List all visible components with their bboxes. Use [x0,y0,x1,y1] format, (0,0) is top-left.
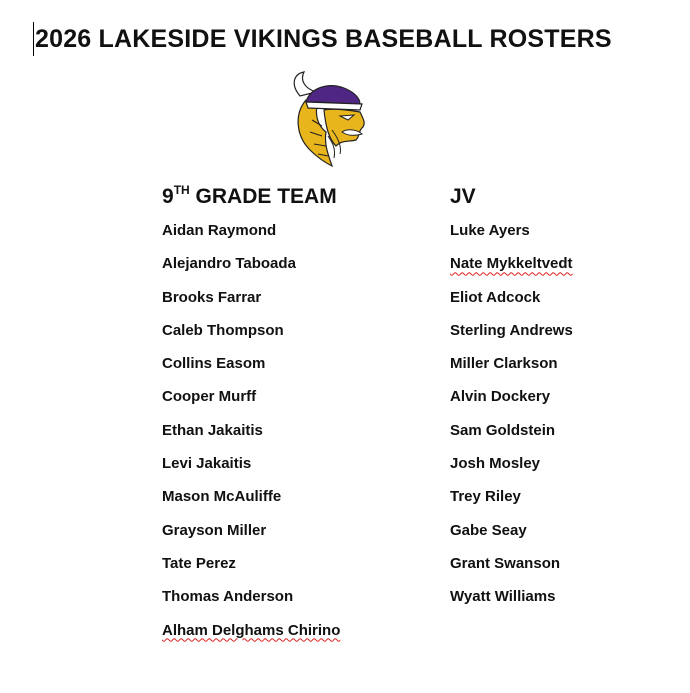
player-name: Miller Clarkson [450,355,558,373]
misspelled-player-name: Alham Delghams Chirino [162,621,341,639]
player-name: Alvin Dockery [450,388,551,406]
ninth-grade-team-column [162,180,340,653]
player-name: Caleb Thompson [162,321,284,339]
jv-team-heading: JV [450,185,476,208]
player-name: Grayson Miller [162,521,267,539]
player-name: Sterling Andrews [450,321,573,339]
player-name: Wyatt Williams [450,588,556,606]
player-name: Mason McAuliffe [162,488,282,506]
player-name: Brooks Farrar [162,288,262,306]
player-name: Alejandro Taboada [162,255,296,273]
document-title: 2026 LAKESIDE VIKINGS BASEBALL ROSTERS [35,25,612,53]
player-name [450,253,573,286]
viking-head-icon [288,70,372,168]
ninth-grade-team-heading: 9TH GRADE TEAM [162,183,337,208]
player-name: Luke Ayers [450,222,530,239]
jv-roster-list [450,220,573,620]
player-name: Tate Perez [162,554,236,572]
player-name: Levi Jakaitis [162,455,252,473]
player-name: Thomas Anderson [162,588,294,606]
player-name: Sam Goldstein [450,421,556,439]
player-name: Aidan Raymond [162,222,277,239]
player-name: Gabe Seay [450,521,527,539]
jv-team-column [450,180,573,620]
player-name: Ethan Jakaitis [162,421,263,439]
player-name [162,620,340,653]
ninth-grade-roster-list [162,220,340,653]
player-name: Cooper Murff [162,388,257,406]
player-name: Trey Riley [450,488,521,506]
player-name: Josh Mosley [450,455,541,473]
player-name: Collins Easom [162,355,266,373]
text-cursor [33,22,34,56]
player-name: Eliot Adcock [450,288,541,306]
player-name: Grant Swanson [450,554,561,572]
misspelled-player-name: Nate Mykkeltvedt [450,255,573,273]
